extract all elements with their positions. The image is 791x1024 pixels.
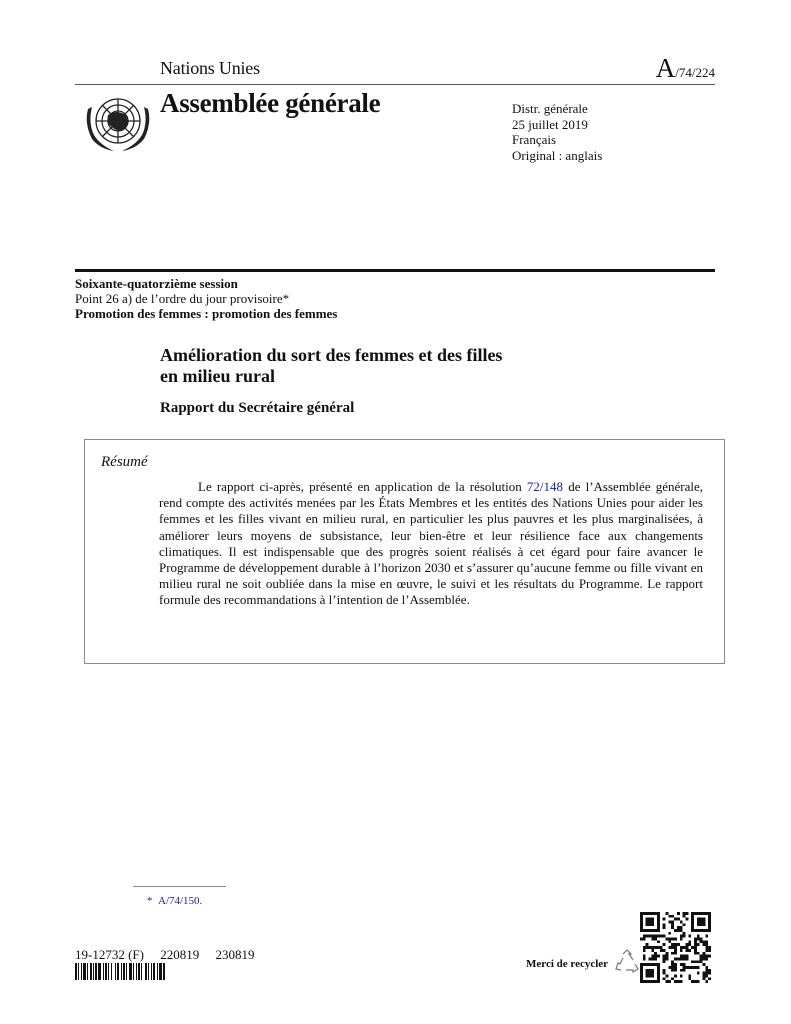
un-emblem-icon <box>80 89 156 155</box>
title-line-2: en milieu rural <box>160 366 275 386</box>
session-info <box>75 276 337 321</box>
summary-text-end: de l’Assemblée générale, rend compte des activités menées par les États Membres et les entités des Nations Unies pour aider les femmes et les filles vivant en milieu rural, en particulier les plus pauvres et les plus marginalisées, à améliorer leurs moyens de subsistance, leur bien-être et leur résilience face aux changements climatiques. Il est indispensable que des progrès soient réalisés à cet égard pour faire avancer le Programme de développement durable à l’horizon 2030 et s’assurer qu’aucune femme ou fille vivant en milieu rural ne soit oubliée dans la mise en œuvre, le suivi et les résultats du Programme. Le rapport formule des recommandations à l’intention de l’Assemblée. <box>159 479 703 608</box>
agenda-item: Point 26 a) de l’ordre du jour provisoire* <box>75 291 290 306</box>
distribution-type: Distr. générale <box>512 101 588 116</box>
agenda-title: Promotion des femmes : promotion des femmes <box>75 306 338 321</box>
footnote-link[interactable]: A/74/150. <box>158 895 203 907</box>
symbol-suffix: /74/224 <box>675 65 715 80</box>
document-subtitle: Rapport du Secrétaire général <box>160 400 355 416</box>
summary-label: Résumé <box>101 454 148 470</box>
body-name: Assemblée générale <box>160 88 381 118</box>
document-symbol <box>656 53 715 84</box>
distribution-language: Français <box>512 132 557 147</box>
recycle-label: Merci de recycler <box>526 958 609 970</box>
summary-text-start: Le rapport ci-après, présenté en application de la résolution <box>198 479 527 494</box>
session-name: Soixante-quatorzième session <box>75 276 238 291</box>
title-line-1: Amélioration du sort des femmes et des filles <box>160 345 503 365</box>
recycle-icon <box>613 948 641 976</box>
distribution-info <box>512 101 602 163</box>
footnote-marker: * <box>147 895 153 907</box>
job-date-1: 220819 <box>160 947 200 962</box>
job-number-line <box>75 947 254 963</box>
header-rule <box>75 84 715 85</box>
job-date-2: 230819 <box>215 947 255 962</box>
summary-text <box>159 479 703 609</box>
footnote-rule <box>133 886 226 887</box>
document-title <box>160 345 502 387</box>
symbol-prefix: A <box>655 53 676 83</box>
distribution-original: Original : anglais <box>512 147 603 163</box>
distribution-date: 25 juillet 2019 <box>512 116 588 132</box>
resolution-link[interactable]: 72/148 <box>526 479 564 494</box>
session-rule <box>75 269 715 272</box>
barcode-icon <box>75 963 208 980</box>
organization-name: Nations Unies <box>160 58 260 78</box>
job-number: 19-12732 (F) <box>75 947 144 962</box>
qr-code-icon <box>640 912 711 983</box>
footnote <box>147 895 202 907</box>
